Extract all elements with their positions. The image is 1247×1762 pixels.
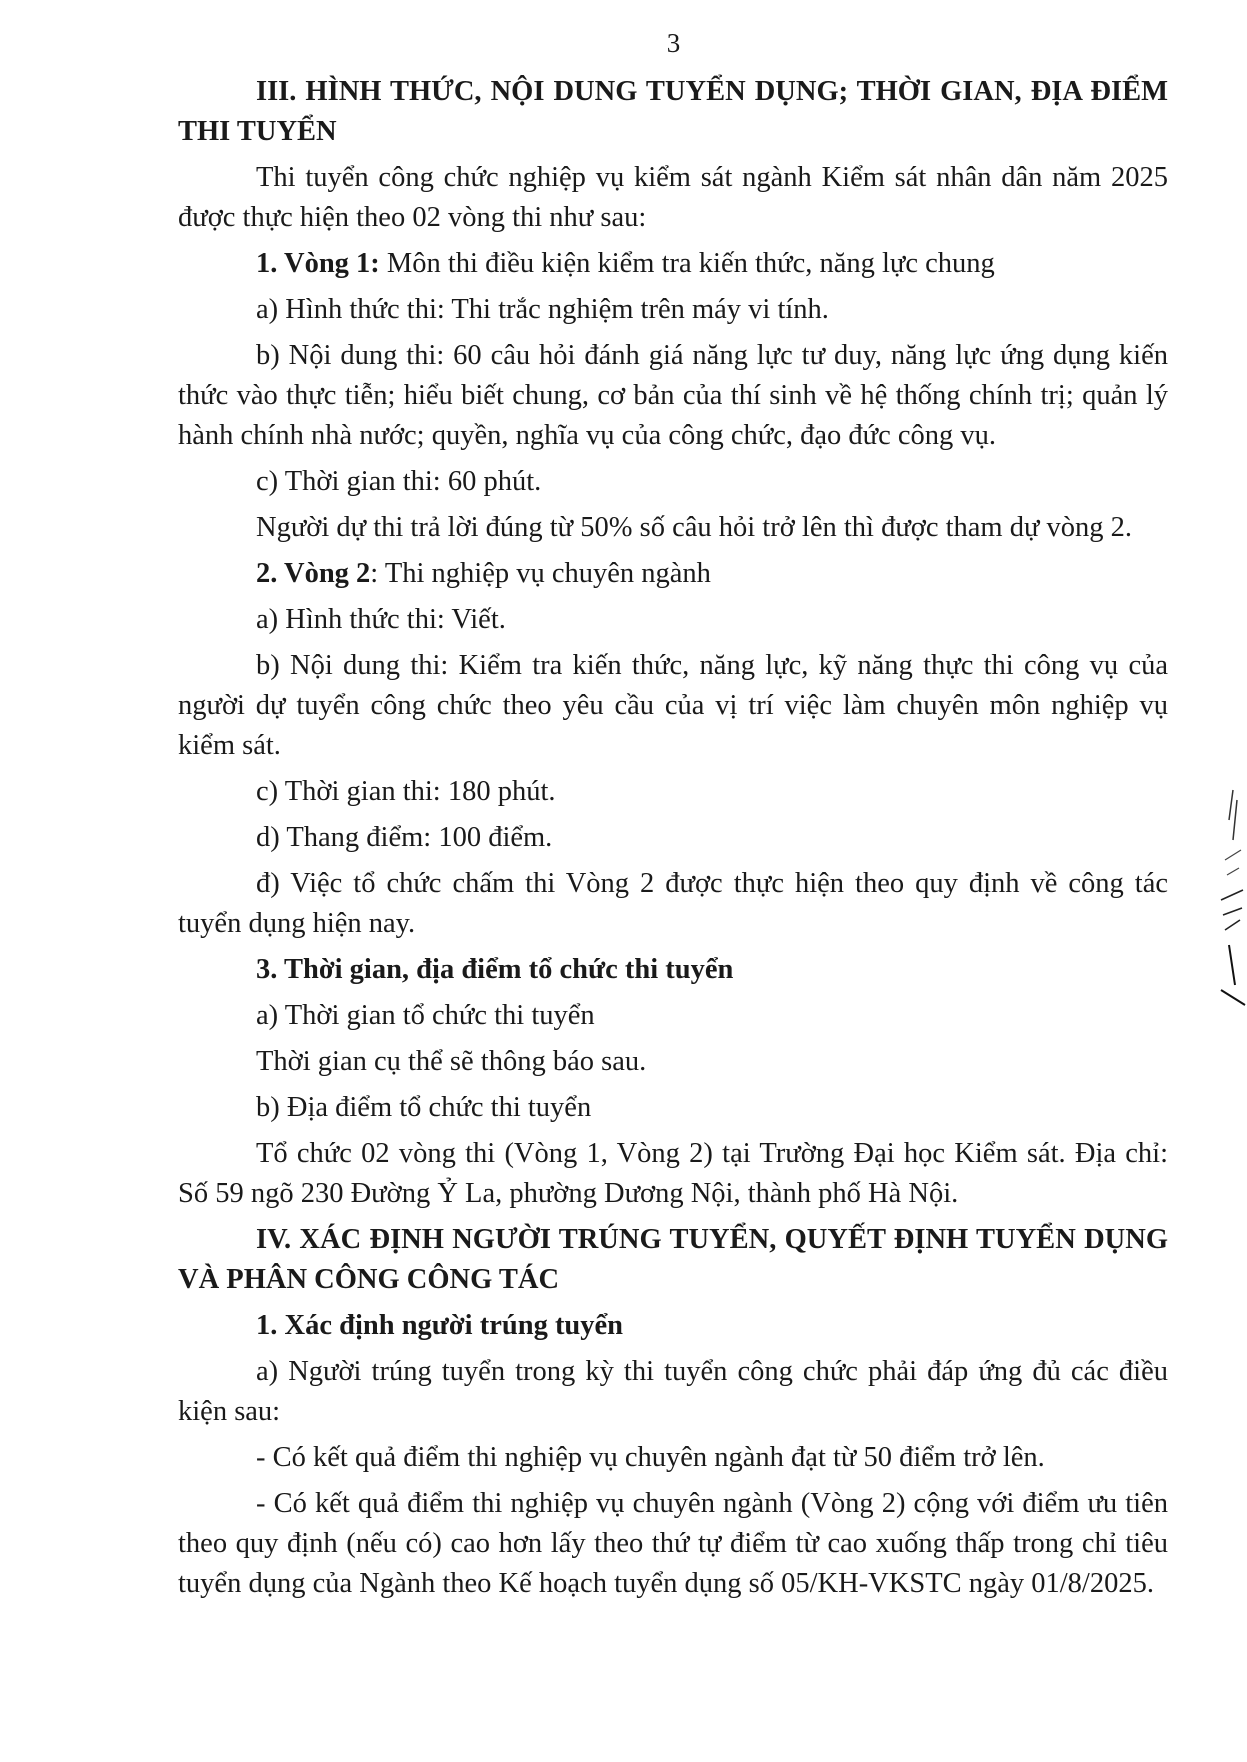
selection-title	[178, 1306, 1168, 1346]
exam-time-detail: Thời gian cụ thể sẽ thông báo sau.	[256, 1046, 647, 1077]
round-2-scale: d) Thang điểm: 100 điểm.	[256, 822, 553, 853]
section-4-heading: IV. XÁC ĐỊNH NGƯỜI TRÚNG TUYỂN, QUYẾT ĐỊNH TUYỂN DỤNG VÀ PHÂN CÔNG CÔNG TÁC	[178, 1224, 1168, 1295]
round-1-label: 1. Vòng 1:	[256, 248, 380, 279]
round-1-duration: c) Thời gian thi: 60 phút.	[256, 466, 542, 497]
round-1-content: b) Nội dung thi: 60 câu hỏi đánh giá năng lực tư duy, năng lực ứng dụng kiến thức vào thực tiễn; hiểu biết chung, cơ bản của thí sinh về hệ thống chính trị; quản lý hành chính nhà nước; quyền, nghĩa vụ của công chức, đạo đức công vụ.	[178, 340, 1168, 451]
selection-label: 1. Xác định người trúng tuyển	[256, 1310, 624, 1341]
round-2-label: 2. Vòng 2	[256, 558, 371, 589]
round-1-format: a) Hình thức thi: Thi trắc nghiệm trên máy vi tính.	[256, 294, 829, 325]
document-body	[178, 72, 1168, 1610]
round-2-grading: đ) Việc tổ chức chấm thi Vòng 2 được thực hiện theo quy định về công tác tuyển dụng hiện nay.	[178, 868, 1168, 939]
page-number: 3	[666, 28, 681, 58]
round-1-title	[178, 244, 1168, 284]
section-3-heading: III. HÌNH THỨC, NỘI DUNG TUYỂN DỤNG; THỜI GIAN, ĐỊA ĐIỂM THI TUYỂN	[178, 76, 1168, 147]
round-1-pass-note: Người dự thi trả lời đúng từ 50% số câu hỏi trở lên thì được tham dự vòng 2.	[256, 512, 1133, 543]
section-3-intro: Thi tuyển công chức nghiệp vụ kiểm sát ngành Kiểm sát nhân dân năm 2025 được thực hiện theo 02 vòng thi như sau:	[178, 162, 1168, 233]
time-place-label: 3. Thời gian, địa điểm tổ chức thi tuyển	[256, 954, 734, 985]
round-2-duration: c) Thời gian thi: 180 phút.	[256, 776, 556, 807]
margin-signature-mark	[1215, 780, 1247, 1020]
round-1-subject: Môn thi điều kiện kiểm tra kiến thức, năng lực chung	[379, 248, 995, 279]
exam-time-label: a) Thời gian tổ chức thi tuyển	[256, 1000, 595, 1031]
selection-bullet-2: - Có kết quả điểm thi nghiệp vụ chuyên ngành (Vòng 2) cộng với điểm ưu tiên theo quy định (nếu có) cao hơn lấy theo thứ tự điểm từ cao xuống thấp trong chỉ tiêu tuyển dụng của Ngành theo Kế hoạch tuyển dụng số 05/KH-VKSTC ngày 01/8/2025.	[178, 1488, 1168, 1599]
round-2-content: b) Nội dung thi: Kiểm tra kiến thức, năng lực, kỹ năng thực thi công vụ của người dự tuyển công chức theo yêu cầu của vị trí việc làm chuyên môn nghiệp vụ kiểm sát.	[178, 650, 1168, 761]
exam-place-label: b) Địa điểm tổ chức thi tuyển	[256, 1092, 592, 1123]
round-2-title	[178, 554, 1168, 594]
selection-bullet-1: - Có kết quả điểm thi nghiệp vụ chuyên ngành đạt từ 50 điểm trở lên.	[256, 1442, 1045, 1473]
round-2-format: a) Hình thức thi: Viết.	[256, 604, 506, 635]
selection-conditions: a) Người trúng tuyển trong kỳ thi tuyển công chức phải đáp ứng đủ các điều kiện sau:	[178, 1356, 1168, 1427]
round-2-subject: : Thi nghiệp vụ chuyên ngành	[370, 558, 711, 589]
exam-place-detail: Tổ chức 02 vòng thi (Vòng 1, Vòng 2) tại Trường Đại học Kiểm sát. Địa chỉ: Số 59 ngõ 230 Đường Ỷ La, phường Dương Nội, thành phố Hà Nội.	[178, 1138, 1168, 1209]
time-place-title	[178, 950, 1168, 990]
